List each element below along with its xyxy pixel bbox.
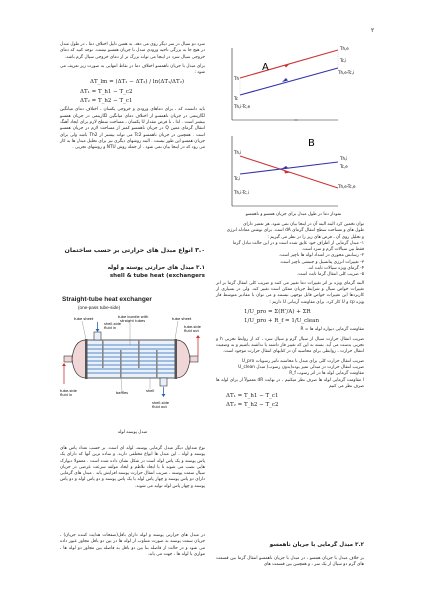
- temperature-profile-figure: [226, 40, 361, 212]
- figure2-caption: مبدل پوسته لوله: [117, 430, 148, 435]
- section-heading-3-1: ۳.۱ مبدل های حرارتی پوسته و لوله: [107, 265, 205, 271]
- left-column-bottom-2: [60, 533, 205, 561]
- graph-b-letter: B: [308, 138, 315, 149]
- section-heading-3-1-en: shell & tube heat (exchangers: [109, 273, 205, 279]
- left-column-top: [60, 42, 205, 154]
- equation-u-pro: 1/U_pro = Σ(R″/A) + ΣR: [244, 308, 311, 315]
- graph-a-tc: Tc: [234, 96, 238, 101]
- graph-b-left-top: Th,i: [234, 150, 242, 155]
- right-paragraph-r: مقاومت گرمایی دیواره لوله ها = R: [300, 327, 364, 333]
- assumption-1: طول های و مساحت سطح انتقال گرمای dA است. برای نوشتن معادله انرژی: [226, 228, 364, 234]
- label-tube-side-fluid-out: tube-side: [184, 325, 201, 329]
- right-paragraph-3: ضریب انتقال حرارت سیال از سیال گرم و سیال سرد ، که از روابط تجربی h و تجربی بدست می آید. بسته به این که تغییر فاز داشته یا نداشته باشیم و به وضعیت انتقال حرارت ، روابطی برای محاسبه آن در کتابهای انتقال حرارت موجود است.: [216, 336, 364, 355]
- figure1-caption: نمودار دما در طول مبدل برای جریان همسو و ناهمسو: [245, 212, 342, 217]
- label-tube-bundle: tube bundle with: [118, 315, 149, 319]
- graph-a-th-i: Th,e: [340, 46, 349, 51]
- equation-dt1: ΔT₁ = T_h1 − T_c2: [80, 88, 133, 95]
- assumption-2: و تحلیل روی آن ، فرض های زیر را در نظر می گیریم :: [267, 234, 364, 240]
- assumption-8: ۵- ضریب کلی انتقال گرما ثابت است.: [296, 272, 364, 278]
- equation-dt2-parallel: ΔT₂ = T_h2 − T_c2: [226, 402, 279, 409]
- label-tube-sheet-right: tube sheet: [172, 317, 192, 321]
- equation-dt1-parallel: ΔT₁ = T_h1 − T_c1: [226, 393, 279, 400]
- assumption-4: فقط بین سیالات گرم و سرد است.: [301, 247, 364, 253]
- label-tube-side-fluid-in: tube-side: [60, 389, 77, 393]
- graph-b-diff-left: Th,i-Tc,i: [234, 190, 249, 195]
- right-paragraph-2: البته گرمای ویژه بر اثر تغییرات دما تغییر می کنند و ضریب کلی انتقال گرما بر اثر تغییرات خواص سیال و شرایط جریان ممکن است تغییر کند. ولی در بسیاری از کاربردها این تغییرات خواص قابل توجهی نیستند و می توان با مقادیر متوسط فاز ویژه cp و U کار کرد. برای مقاومت آرتبانی U داریم :: [216, 280, 364, 305]
- graph-b-left-mid: Tc,i: [234, 176, 241, 181]
- graph-b: [232, 136, 356, 206]
- graph-b-diff-right: Th,e-Tc,e: [338, 184, 356, 189]
- graph-a-diff-left: Th,i-Tc,e: [234, 104, 251, 109]
- label-shell-side-fluid-in: shell-side: [104, 322, 122, 326]
- page-number: ۲: [371, 27, 375, 34]
- label-tube-bundle-2: straight tubes: [120, 319, 146, 323]
- graph-a-tc-i: Tc,i: [340, 58, 347, 63]
- assumption-7: ۴- گرمای ویژه سیالات ثابت اند.: [307, 266, 364, 272]
- label-shell-side-fluid-in-2: fluid in: [104, 326, 117, 330]
- graph-b-th-i: Th,i: [340, 156, 348, 161]
- hx-figure-subtitle: (one-pass tube-side): [78, 305, 121, 310]
- assumption-0: توان تخمین کرد البته البته آن در اینجا بیان نمی شود. هر تعمیر دارای: [243, 222, 364, 227]
- left-column-bottom: [60, 446, 205, 493]
- label-tube-side-fluid-in-2: fluid in: [60, 393, 73, 397]
- graph-a-th: Th: [234, 76, 239, 81]
- left-paragraph-3: باید دانست که ، برای دماهای ورودی و خروجی یکسان ، اختلاف دمای میانگین لگاریتمی در جریان ناهمسو از اختلاف دمای میانگین لگاریتمی در جریان همسو بیشتر است . لذا ، با فرض مقدار U یکسان ، مساحت سطح لازم برای ایجاد آهنگ انتقال گرمای معین Q در جریان ناهمسو کمتر از مساحت لازم در جریان همسو است . همچنین در جریان ناهمسو Tc2 می تواند بیشتر از Th2 باشد ولی برای جریان همسو این طور نیست . البته روشهای دیگری نیز برای تحلیل مبدل ها به کار می رود که در اینجا بیان نمی شود . از جمله روش NTU و روشهای تجربی .: [60, 107, 205, 151]
- graph-a-diff-right: Th,e-Tc,i: [338, 70, 355, 75]
- label-baffles: baffles: [116, 391, 129, 395]
- hx-figure-title: Straight-tube heat exchanger: [62, 296, 152, 303]
- assumption-3: ۱- مبدل گرمایی از اطراف خود عایق شده است و در این حالت تبادل گرما: [232, 240, 364, 246]
- left-paragraph-5: در مبدل های حرارتی پوسته و لوله دارای بافل(صفحات هدایت کننده جریان) ، جریان سمت پوسته به صورت متناوب از لوله ها در بین دو بافل مجاور عبور داده می شود و در حالت از فاصله بنا بین دو بافل به فاصله بین مجاور دو لوله ها ، موازی با لوله ها ، جهت می یابد.: [60, 533, 205, 557]
- label-shell: shell: [146, 389, 155, 393]
- equation-dt2: ΔT₂ = T_h2 − T_c1: [80, 98, 133, 105]
- graph-a: [232, 46, 354, 120]
- right-paragraph-bottom: بر خلاف مبدل با جریان همسو ، در مبدل با جریان ناهمسو انتقال گرما بین قسمت های گرم دو سیال از یک سر ، و همچنین بین قسمت های: [216, 556, 364, 568]
- graph-b-tc-e: Tc,e: [340, 164, 348, 169]
- graph-a-letter: A: [262, 62, 269, 73]
- left-paragraph-2: برای مبدل با جریان ناهمسو اختلاف دما در نقاط انتهایی به صورت زیر تعریف می شود :: [60, 63, 205, 76]
- section-heading-3-0: ۳.۰ انواع مبدل های حرارتی بر حسب ساختمان: [64, 247, 205, 254]
- right-column: [216, 222, 364, 412]
- left-paragraph-1: سرد دو سیال در سر دیگر روی می دهد. به همین دلیل اختلاف دما ، در طول مبدل در هیچ جا به بزرگی ناحیه ورودی مبدل با جریان همسو نیست. توجه کنید که دمای خروجی سیال سرد در اینجا می تواند بزرگ تر از دمای خروجی سیال گرم باشد.: [60, 42, 205, 60]
- section-heading-3-2: ۳.۲ مبدل گرمایی با جریان ناهمسو: [269, 542, 364, 548]
- label-shell-side-fluid-out-2: fluid out: [152, 405, 167, 409]
- left-paragraph-4: نوع متداول دیگر مبدل گرمایی پوسته، لوله ای است. بر حسب تعداد پاس های پوسته و لوله ، این مبدل ها انواع مختلفی دارند. و ساده ترین آنها که دارای یک پاس پوسته و یک پاس لوله است در شکل نشان داده شده است . معمولا دیوارک هایی نصب می شوند تا با ایجاد تلاطم و ایجاد مولفه سرعت عرضی در جریان سیال سمت پوسته ، ضریب انتقال حرارت پوسته افزایش یابد . مبدل های گرمایی دارای دو پاس پوسته و چهار پاس لوله یا یک پاس پوسته و دو پاس لوله و دو پاس پوسته و چهار پاس لوله تولید می شوند.: [60, 446, 205, 489]
- equation-lmtd: ΔT_lm = (ΔT₁ − ΔT₂) / ln(ΔT₁/ΔT₂): [90, 79, 185, 86]
- right-column-bottom: [216, 556, 364, 572]
- label-tube-sheet-left: tube sheet: [74, 317, 94, 321]
- assumption-6: ۳- تغییرات انرژی پتانسیل و جنبشی ناچیز است.: [279, 259, 364, 265]
- shell-tube-exchanger-diagram: [60, 312, 205, 417]
- right-paragraph-4: ضریب انتقال حرارت کلی برای مبدل با محاسبه تاثیر رسوبات U_pro ضریب انتقال حرارت در مبدلی تمیز بوده(بدون رسوب) مبدل U_clean مقاومت گرمایی لوله ها در اثر رسوب R_f ا مقاومت گرمایی لوله ها صرف نظر میکنیم ، در نهایت dR معمولاً از برای لوله ها صرف نظر می کنیم: [216, 358, 365, 389]
- assumption-5: ۲- رسانش محوری در امتداد لوله ها ناچیز است.: [278, 253, 364, 259]
- label-tube-side-fluid-out-2: fluid out: [184, 329, 199, 333]
- label-shell-side-fluid-out: shell-side: [152, 401, 170, 405]
- equation-u-clean: 1/U_pro + R_f = 1/U_clean: [244, 318, 319, 325]
